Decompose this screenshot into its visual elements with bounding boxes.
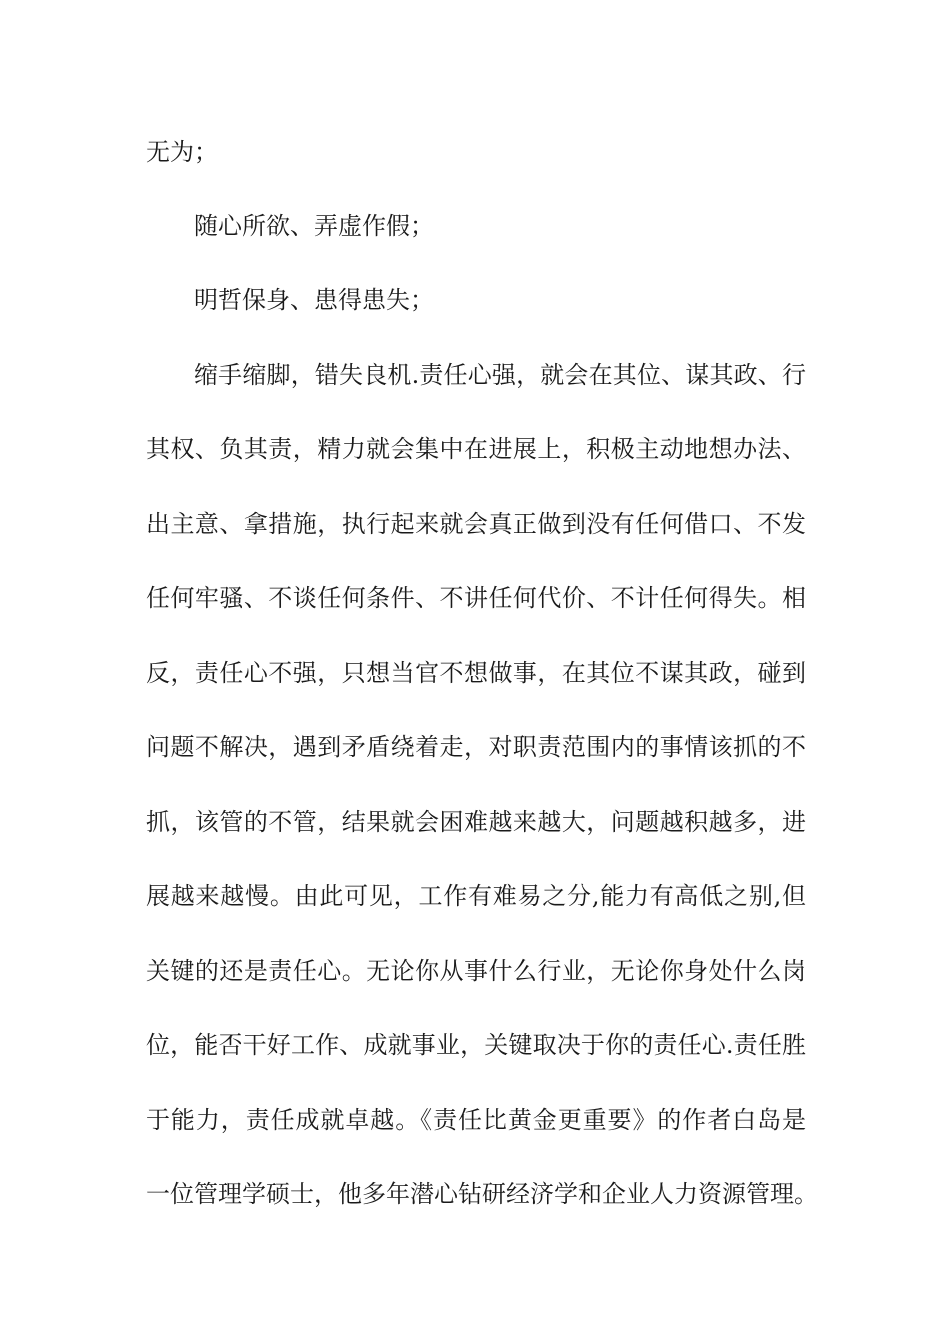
- text-line: 出主意、拿措施，执行起来就会真正做到没有任何借口、不发: [146, 510, 806, 538]
- text-line: 反，责任心不强，只想当官不想做事，在其位不谋其政，碰到: [146, 659, 806, 687]
- text-line: 位，能否干好工作、成就事业，关键取决于你的责任心.责任胜: [146, 1031, 806, 1059]
- text-line: 明哲保身、患得患失；: [194, 286, 434, 314]
- text-line: 无为；: [146, 138, 218, 166]
- text-line: 抓，该管的不管，结果就会困难越来越大，问题越积越多，进: [146, 808, 806, 836]
- text-line: 展越来越慢。由此可见，工作有难易之分,能力有高低之别,但: [146, 882, 806, 910]
- text-line: 问题不解决，遇到矛盾绕着走，对职责范围内的事情该抓的不: [146, 733, 806, 761]
- text-line: 关键的还是责任心。无论你从事什么行业，无论你身处什么岗: [146, 957, 806, 985]
- text-line: 缩手缩脚，错失良机.责任心强，就会在其位、谋其政、行: [194, 361, 806, 389]
- text-line: 一位管理学硕士，他多年潜心钻研经济学和企业人力资源管理。: [146, 1180, 818, 1208]
- text-line: 其权、负其责，精力就会集中在进展上，积极主动地想办法、: [146, 435, 806, 463]
- text-line: 于能力，责任成就卓越。《责任比黄金更重要》的作者白岛是: [146, 1106, 806, 1134]
- text-line: 随心所欲、弄虚作假；: [194, 212, 434, 240]
- text-line: 任何牢骚、不谈任何条件、不讲任何代价、不计任何得失。相: [146, 584, 806, 612]
